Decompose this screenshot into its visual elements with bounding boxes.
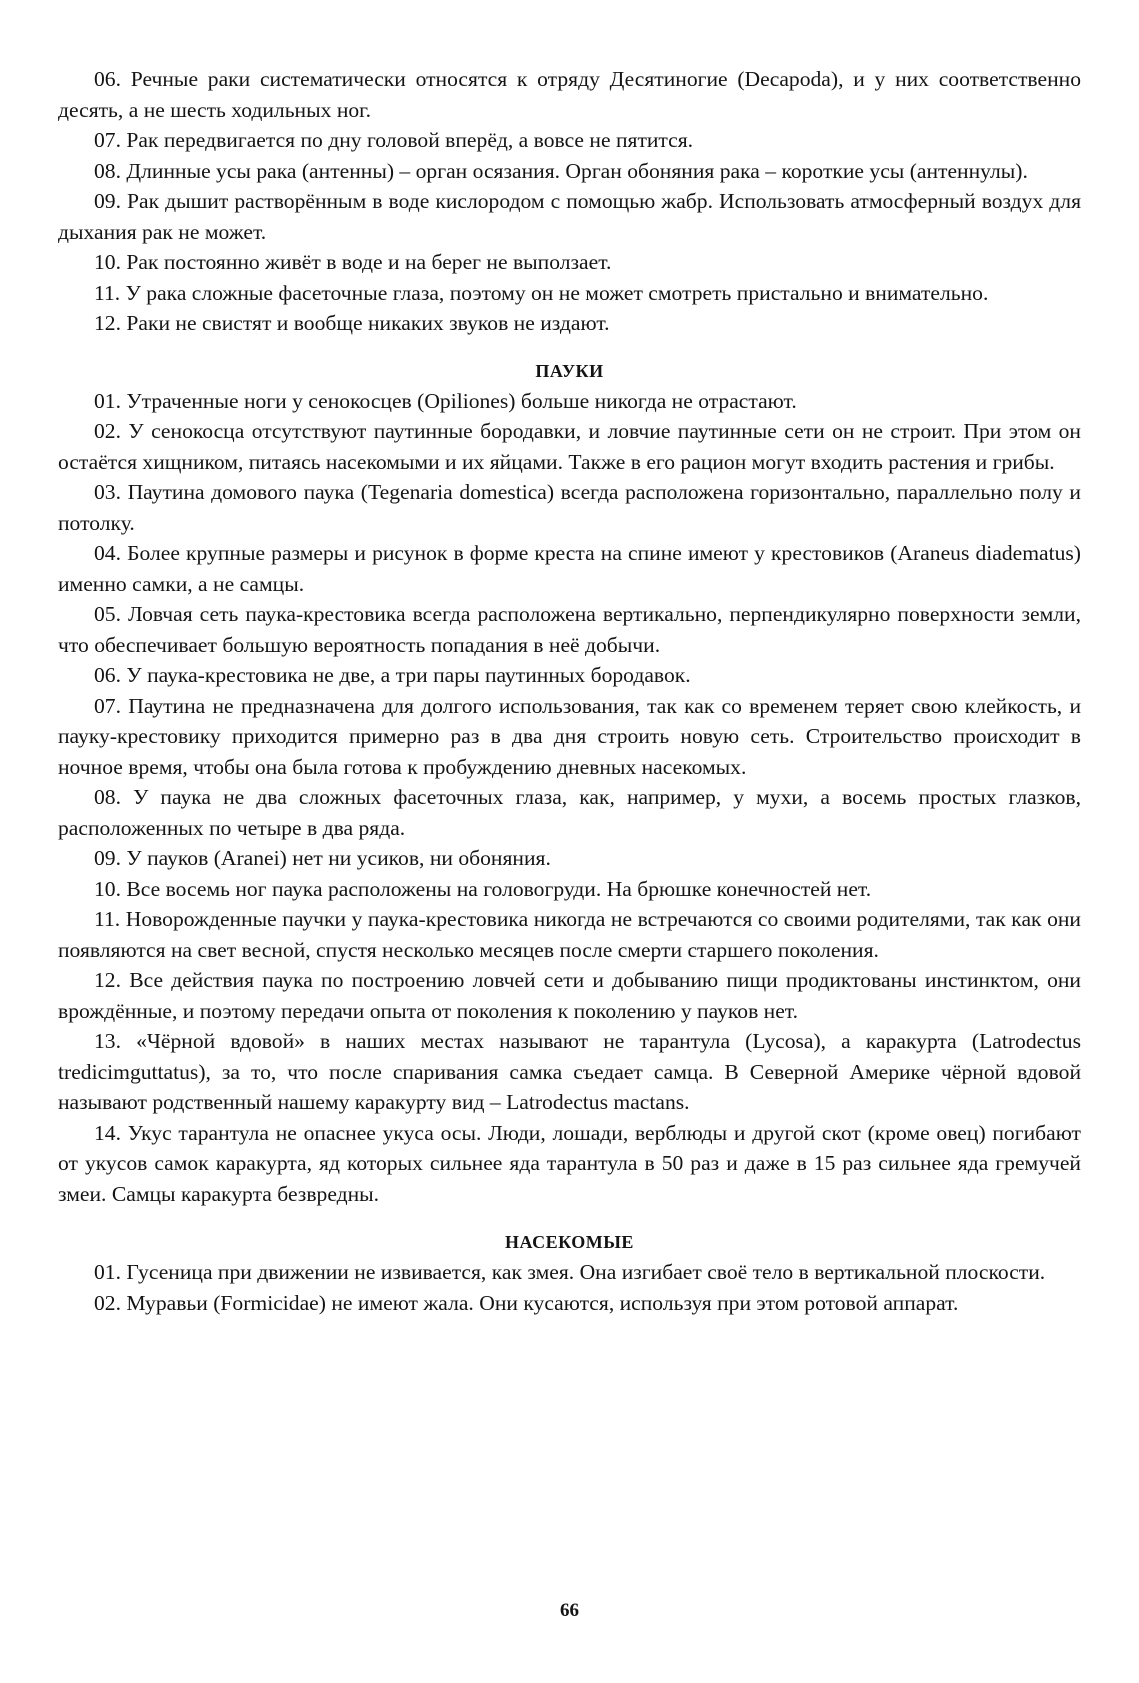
page-number: 66 — [560, 1600, 579, 1621]
paragraph: 01. Утраченные ноги у сенокосцев (Opiliones) больше никогда не отрастают. — [94, 388, 797, 413]
paragraph: 04. Более крупные размеры и рисунок в форме креста на спине имеют у крестовиков (Araneus diadematus) именно самки, а не самцы. — [58, 541, 1081, 596]
insects-notes — [58, 1257, 1081, 1318]
spiders-notes — [58, 386, 1081, 1210]
paragraph: 12. Все действия паука по построению ловчей сети и добыванию пищи продиктованы инстинктом, они врождённые, и поэтому передачи опыта от поколения к поколению у пауков нет. — [58, 968, 1081, 1023]
paragraph: 11. У рака сложные фасеточные глаза, поэтому он не может смотреть пристально и внимательно. — [94, 280, 989, 305]
paragraph: 10. Все восемь ног паука расположены на головогруди. На брюшке конечностей нет. — [94, 876, 872, 901]
paragraph: 09. Рак дышит растворённым в воде кислородом с помощью жабр. Использовать атмосферный воздух для дыхания рак не может. — [58, 189, 1081, 244]
paragraph: 02. У сенокосца отсутствуют паутинные бородавки, и ловчие паутинные сети он не строит. При этом он остаётся хищником, питаясь насекомыми и их яйцами. Также в его рацион могут входить растения и грибы. — [58, 419, 1081, 474]
crayfish-notes — [58, 64, 1081, 339]
paragraph: 08. Длинные усы рака (антенны) – орган осязания. Орган обоняния рака – короткие усы (антеннулы). — [94, 158, 1028, 183]
paragraph: 09. У пауков (Aranei) нет ни усиков, ни обоняния. — [94, 846, 551, 870]
section-heading-insects: НАСЕКОМЫЕ — [505, 1232, 634, 1252]
paragraph: 01. Гусеница при движении не извивается, как змея. Она изгибает своё тело в вертикальной плоскости. — [94, 1260, 1046, 1284]
paragraph: 05. Ловчая сеть паука-крестовика всегда расположена вертикально, перпендикулярно поверхности земли, что обеспечивает большую вероятность попадания в неё добычи. — [58, 602, 1081, 657]
paragraph: 07. Рак передвигается по дну головой вперёд, а вовсе не пятится. — [94, 128, 694, 152]
paragraph: 07. Паутина не предназначена для долгого использования, так как со временем теряет свою клейкость, и пауку-крестовику приходится примерно раз в два дня строить новую сеть. Строительство происходит в ночное время, чтобы она была готова к пробуждению дневных насекомых. — [58, 693, 1081, 779]
section-heading-spiders: ПАУКИ — [535, 360, 604, 381]
paragraph: 08. У паука не два сложных фасеточных глаза, как, например, у мухи, а восемь простых глазков, расположенных по четыре в два ряда. — [58, 785, 1081, 840]
paragraph: 03. Паутина домового паука (Tegenaria domestica) всегда расположена горизонтально, параллельно полу и потолку. — [58, 480, 1081, 535]
paragraph: 12. Раки не свистят и вообще никаких звуков не издают. — [94, 311, 610, 335]
paragraph: 13. «Чёрной вдовой» в наших местах называют не тарантула (Lycosa), а каракурта (Latrodectus tredicimguttatus), за то, что после спаривания самка съедает самца. В Северной Америке чёрной вдовой называют родственный нашему каракурту вид – Latrodectus mactans. — [58, 1029, 1081, 1114]
paragraph: 06. У паука-крестовика не две, а три пары паутинных бородавок. — [94, 663, 691, 687]
paragraph: 14. Укус тарантула не опаснее укуса осы. Люди, лошади, верблюды и другой скот (кроме овец) погибают от укусов самок каракурта, яд которых сильнее яда тарантула в 50 раз и даже в 15 раз сильнее яда гремучей змеи. Самцы каракурта безвредны. — [58, 1120, 1081, 1206]
paragraph: 06. Речные раки систематически относятся к отряду Десятиногие (Decapoda), и у них соответственно десять, а не шесть ходильных ног. — [58, 67, 1081, 122]
paragraph: 02. Муравьи (Formicidae) не имеют жала. Они кусаются, используя при этом ротовой аппарат. — [94, 1290, 959, 1315]
paragraph: 11. Новорожденные паучки у паука-крестовика никогда не встречаются со своими родителями, так как они появляются на свет весной, спустя несколько месяцев после смерти старшего поколения. — [58, 907, 1081, 962]
paragraph: 10. Рак постоянно живёт в воде и на берег не выползает. — [94, 250, 612, 274]
